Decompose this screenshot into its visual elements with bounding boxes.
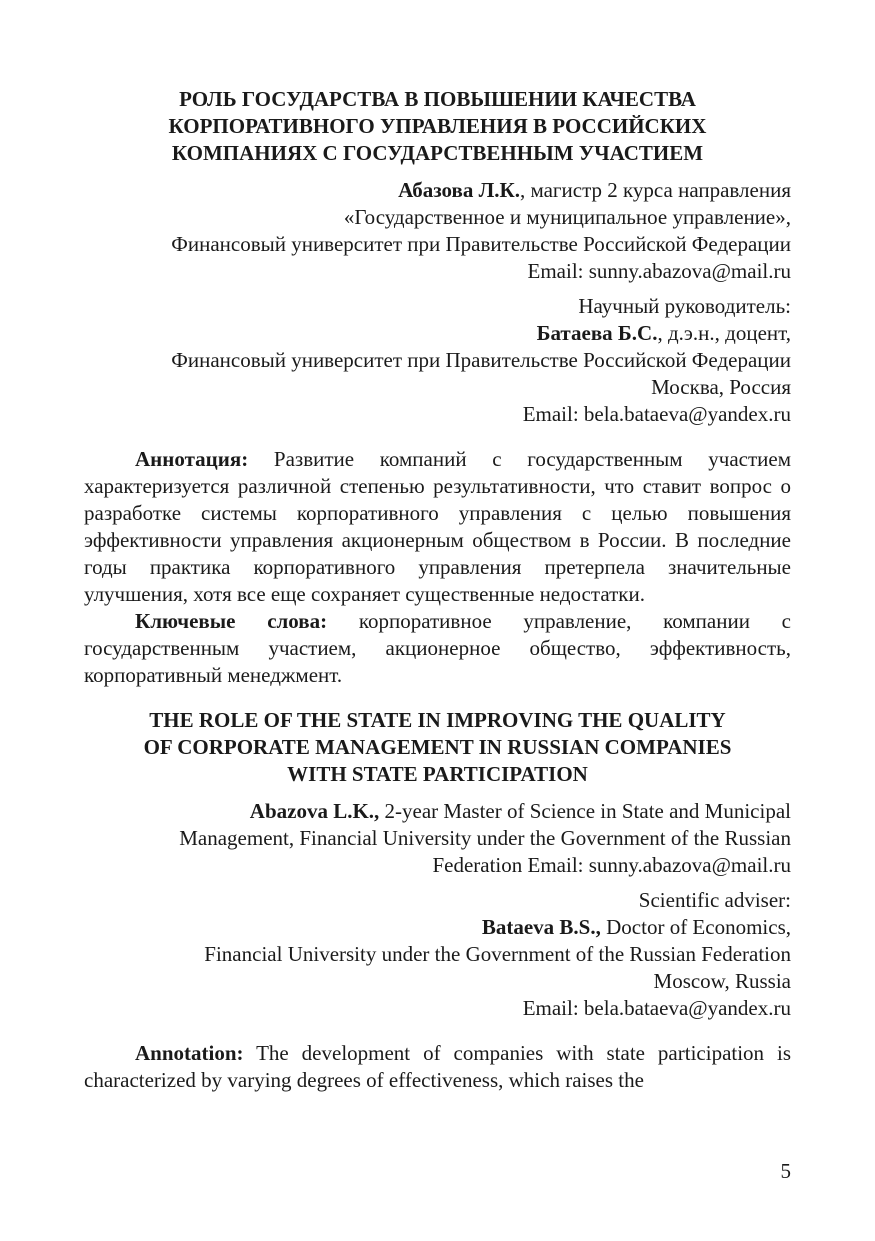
english-title-line: THE ROLE OF THE STATE IN IMPROVING THE QUALITY <box>149 708 726 732</box>
russian-author-block <box>84 177 791 285</box>
english-annotation <box>84 1040 791 1094</box>
russian-keywords-label: Ключевые слова: <box>135 609 328 633</box>
page-number: 5 <box>780 1159 791 1183</box>
english-author-line-1 <box>84 798 791 825</box>
english-title-line: OF CORPORATE MANAGEMENT IN RUSSIAN COMPANIES <box>143 735 732 759</box>
english-author-degree: 2-year Master of Science in State and Municipal <box>379 799 791 823</box>
english-author-block <box>84 798 791 879</box>
russian-supervisor-affiliation: Финансовый университет при Правительстве Российской Федерации <box>171 348 791 372</box>
english-author-name: Abazova L.K., <box>249 799 380 823</box>
english-supervisor-affiliation: Financial University under the Government of the Russian Federation <box>204 942 791 966</box>
russian-author-degree: , магистр 2 курса направления <box>519 178 791 202</box>
english-supervisor-city: Moscow, Russia <box>653 969 791 993</box>
russian-annotation-label: Аннотация: <box>135 447 249 471</box>
paper-page <box>84 86 791 1094</box>
russian-keywords <box>84 608 791 689</box>
russian-supervisor-degree: , д.э.н., доцент, <box>657 321 791 345</box>
russian-author-email: Email: sunny.abazova@mail.ru <box>527 259 791 283</box>
russian-title-line: КОМПАНИЯХ С ГОСУДАРСТВЕННЫМ УЧАСТИЕМ <box>171 141 704 165</box>
english-supervisor-degree: Doctor of Economics, <box>600 915 791 939</box>
english-title <box>84 707 791 788</box>
russian-title <box>84 86 791 167</box>
english-author-affiliation: Management, Financial University under the Government of the Russian <box>179 826 791 850</box>
english-supervisor-line <box>84 914 791 941</box>
english-title-line: WITH STATE PARTICIPATION <box>287 762 588 786</box>
russian-annotation <box>84 446 791 608</box>
russian-supervisor-name: Батаева Б.С. <box>536 321 658 345</box>
russian-author-line-1 <box>84 177 791 204</box>
russian-author-name: Абазова Л.К. <box>398 178 520 202</box>
russian-supervisor-email: Email: bela.bataeva@yandex.ru <box>522 402 791 426</box>
russian-supervisor-city: Москва, Россия <box>651 375 791 399</box>
english-annotation-label: Annotation: <box>135 1041 244 1065</box>
english-supervisor-name: Bataeva B.S., <box>481 915 601 939</box>
russian-annotation-text: Развитие компаний с государственным участием характеризуется различной степенью результативности, что ставит вопрос о разработке системы корпоративного управления с целью повышения эффективности управления акционерным обществом в России. В последние годы практика корпоративного управления претерпела значительные улучшения, хотя все еще сохраняет существенные недостатки. <box>84 447 791 606</box>
russian-supervisor-block <box>84 293 791 428</box>
russian-supervisor-label: Научный руководитель: <box>578 294 791 318</box>
russian-keywords-text: корпоративное управление, компании с государственным участием, акционерное общество, эффективность, корпоративный менеджмент. <box>84 609 791 687</box>
english-supervisor-block <box>84 887 791 1022</box>
english-supervisor-label: Scientific adviser: <box>638 888 791 912</box>
russian-author-program: «Государственное и муниципальное управление», <box>343 205 791 229</box>
russian-title-line: РОЛЬ ГОСУДАРСТВА В ПОВЫШЕНИИ КАЧЕСТВА <box>179 87 696 111</box>
russian-supervisor-line <box>84 320 791 347</box>
english-author-email: Federation Email: sunny.abazova@mail.ru <box>432 853 791 877</box>
russian-author-affiliation: Финансовый университет при Правительстве Российской Федерации <box>171 232 791 256</box>
english-annotation-text: The development of companies with state participation is characterized by varying degrees of effectiveness, which raises the <box>84 1041 791 1092</box>
english-supervisor-email: Email: bela.bataeva@yandex.ru <box>522 996 791 1020</box>
russian-title-line: КОРПОРАТИВНОГО УПРАВЛЕНИЯ В РОССИЙСКИХ <box>168 114 707 138</box>
